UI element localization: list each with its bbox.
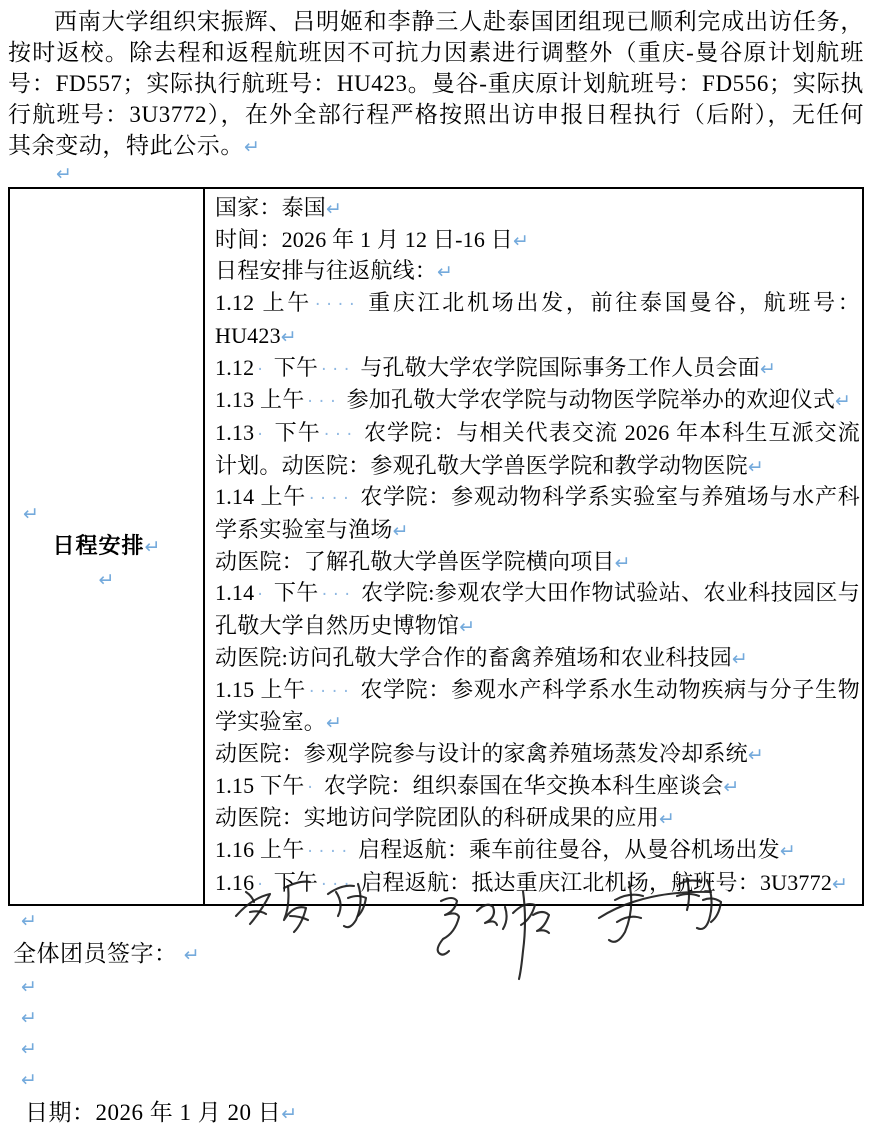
schedule-lines bbox=[215, 193, 860, 900]
schedule-line bbox=[215, 739, 860, 771]
text-segment: 1.14 上午 bbox=[215, 484, 307, 510]
empty-paragraph bbox=[8, 1034, 864, 1065]
space-dots-mark: · bbox=[257, 424, 269, 445]
schedule-line bbox=[215, 643, 860, 675]
text-segment: 启程返航：抵达重庆江北机场，航班号：3U3772 bbox=[360, 869, 833, 895]
text-segment: 国家：泰国 bbox=[215, 195, 327, 220]
text-segment: 动医院：了解孔敬大学兽医学院横向项目 bbox=[215, 548, 615, 574]
pilcrow-mark: ↵ bbox=[144, 536, 161, 559]
text-segment: 日程安排与往返航线： bbox=[215, 258, 438, 284]
text-segment: 动医院：实地访问学院团队的科研成果的应用 bbox=[215, 805, 660, 831]
pilcrow-mark: ↵ bbox=[244, 136, 260, 158]
pilcrow-mark: ↵ bbox=[326, 712, 342, 735]
space-dots-mark: ··· bbox=[307, 392, 342, 413]
text-segment: 1.13 上午 bbox=[215, 387, 305, 413]
pilcrow-mark: ↵ bbox=[56, 163, 72, 185]
row-label: 日程安排 bbox=[52, 533, 145, 559]
schedule-line bbox=[215, 675, 860, 739]
pilcrow-mark: ↵ bbox=[21, 1007, 37, 1030]
schedule-line bbox=[215, 256, 860, 288]
pilcrow-mark: ↵ bbox=[832, 872, 848, 895]
schedule-line bbox=[215, 771, 860, 804]
schedule-label-cell bbox=[9, 188, 204, 905]
intro-paragraph bbox=[8, 6, 864, 163]
text-segment: 1.15 上午 bbox=[215, 676, 307, 702]
space-dots-mark: ··· bbox=[323, 424, 359, 445]
row-label-line bbox=[11, 530, 202, 563]
pilcrow-mark: ↵ bbox=[326, 198, 342, 220]
schedule-line bbox=[215, 385, 860, 418]
pilcrow-mark: ↵ bbox=[23, 503, 39, 526]
schedule-line bbox=[215, 288, 860, 352]
space-dots-mark: · bbox=[257, 359, 269, 380]
space-dots-mark: ···· bbox=[307, 842, 354, 863]
space-dots-mark: · bbox=[257, 585, 269, 606]
empty-paragraph bbox=[8, 1003, 864, 1034]
text-segment: 动医院：参观学院参与设计的家禽养殖场蒸发冷却系统 bbox=[215, 740, 748, 766]
space-dots-mark: ··· bbox=[321, 585, 356, 606]
text-segment: 下午 bbox=[273, 580, 319, 606]
text-segment: 1.16 bbox=[215, 869, 255, 895]
schedule-line bbox=[215, 482, 860, 546]
pilcrow-mark: ↵ bbox=[759, 357, 776, 380]
text-segment: 与孔敬大学农学院国际事务工作人员会面 bbox=[360, 354, 760, 380]
pilcrow-mark: ↵ bbox=[723, 775, 740, 798]
empty-paragraph bbox=[8, 906, 864, 937]
text-segment: 下午 bbox=[273, 354, 319, 380]
pilcrow-mark: ↵ bbox=[21, 976, 37, 999]
empty-paragraph bbox=[11, 563, 202, 596]
text-segment: 启程返航：乘车前往曼谷，从曼谷机场出发 bbox=[358, 837, 780, 863]
text-segment: 农学院：参观水产科学系水生动物疾病与分子生物学实验室。 bbox=[215, 676, 860, 735]
schedule-line bbox=[215, 868, 860, 901]
space-dots-mark: ···· bbox=[309, 681, 355, 702]
pilcrow-mark: ↵ bbox=[280, 325, 297, 348]
text-segment: 农学院：与相关代表交流 2026 年本科生互派交流计划。动医院：参观孔敬大学兽医学院和教学动物医院 bbox=[215, 419, 860, 478]
space-dots-mark: · bbox=[307, 777, 319, 798]
empty-paragraph bbox=[8, 972, 864, 1003]
pilcrow-mark: ↵ bbox=[437, 261, 453, 284]
text-segment: 下午 bbox=[273, 869, 319, 895]
empty-paragraph bbox=[8, 1065, 864, 1096]
text-segment: 农学院：参观动物科学系实验室与养殖场与水产科学系实验室与渔场 bbox=[215, 484, 860, 543]
schedule-table bbox=[8, 187, 864, 906]
text-segment: 农学院:参观农学大田作物试验站、农业科技园区与孔敬大学自然历史博物馆 bbox=[215, 580, 861, 639]
schedule-line bbox=[215, 193, 860, 225]
pilcrow-mark: ↵ bbox=[183, 944, 200, 967]
pilcrow-mark: ↵ bbox=[392, 520, 409, 543]
schedule-line bbox=[215, 578, 860, 642]
pilcrow-mark: ↵ bbox=[281, 1103, 298, 1126]
text-segment: 参加孔敬大学农学院与动物医学院举办的欢迎仪式 bbox=[346, 387, 836, 413]
pilcrow-mark: ↵ bbox=[835, 390, 851, 413]
text-segment: 1.14 bbox=[215, 580, 255, 606]
text-segment: 动医院:访问孔敬大学合作的畜禽养殖场和农业科技园 bbox=[215, 644, 732, 670]
space-dots-mark: ···· bbox=[309, 489, 355, 510]
text-segment: 1.16 上午 bbox=[215, 837, 305, 863]
pilcrow-mark: ↵ bbox=[21, 1069, 37, 1092]
schedule-line bbox=[215, 225, 860, 257]
empty-paragraph-indented bbox=[8, 163, 864, 187]
text-segment: 1.12 bbox=[215, 354, 255, 380]
pilcrow-mark: ↵ bbox=[614, 551, 631, 574]
intro-text: 西南大学组织宋振辉、吕明姬和李静三人赴泰国团组现已顺利完成出访任务，按时返校。除去程和返程航班因不可抗力因素进行调整外（重庆-曼谷原计划航班号：FD557；实际执行航班号：HU423。曼谷-重庆原计划航班号：FD556；实际执行航班号：3U3772），在外全部行程严格按照出访申报日程执行（后附），无任何其余变动，特此公示。 bbox=[8, 9, 864, 158]
schedule-content-cell bbox=[204, 188, 863, 905]
text-segment: 1.12 上午 bbox=[215, 290, 312, 316]
pilcrow-mark: ↵ bbox=[779, 840, 796, 863]
empty-paragraph bbox=[11, 497, 202, 530]
date-text: 日期：2026 年 1 月 20 日 bbox=[25, 1100, 282, 1126]
pilcrow-mark: ↵ bbox=[98, 569, 115, 592]
text-segment: 1.13 bbox=[215, 419, 255, 445]
text-segment: 下午 bbox=[273, 419, 321, 445]
text-segment: 时间：2026 年 1 月 12 日-16 日 bbox=[215, 226, 513, 252]
signature-label-row bbox=[8, 937, 864, 972]
schedule-line bbox=[215, 803, 860, 835]
space-dots-mark: ··· bbox=[321, 359, 356, 380]
schedule-line bbox=[215, 353, 860, 386]
signature-label: 全体团员签字： bbox=[13, 941, 178, 967]
pilcrow-mark: ↵ bbox=[747, 455, 764, 478]
space-dots-mark: · bbox=[257, 874, 269, 895]
pilcrow-mark: ↵ bbox=[731, 647, 748, 670]
pilcrow-mark: ↵ bbox=[21, 910, 37, 933]
pilcrow-mark: ↵ bbox=[659, 808, 675, 831]
schedule-line bbox=[215, 418, 860, 482]
schedule-line bbox=[215, 835, 860, 868]
pilcrow-mark: ↵ bbox=[21, 1038, 37, 1061]
pilcrow-mark: ↵ bbox=[459, 616, 476, 639]
pilcrow-mark: ↵ bbox=[747, 743, 764, 766]
pilcrow-mark: ↵ bbox=[512, 229, 529, 252]
text-segment: 1.15 下午 bbox=[215, 772, 305, 798]
schedule-line bbox=[215, 547, 860, 579]
text-segment: 农学院：组织泰国在华交换本科生座谈会 bbox=[323, 772, 724, 798]
text-segment: 重庆江北机场出发，前往泰国曼谷，航班号：HU423 bbox=[215, 290, 860, 348]
date-row bbox=[8, 1096, 864, 1131]
space-dots-mark: ··· bbox=[321, 874, 356, 895]
schedule-row bbox=[9, 188, 863, 905]
space-dots-mark: ···· bbox=[314, 295, 361, 316]
